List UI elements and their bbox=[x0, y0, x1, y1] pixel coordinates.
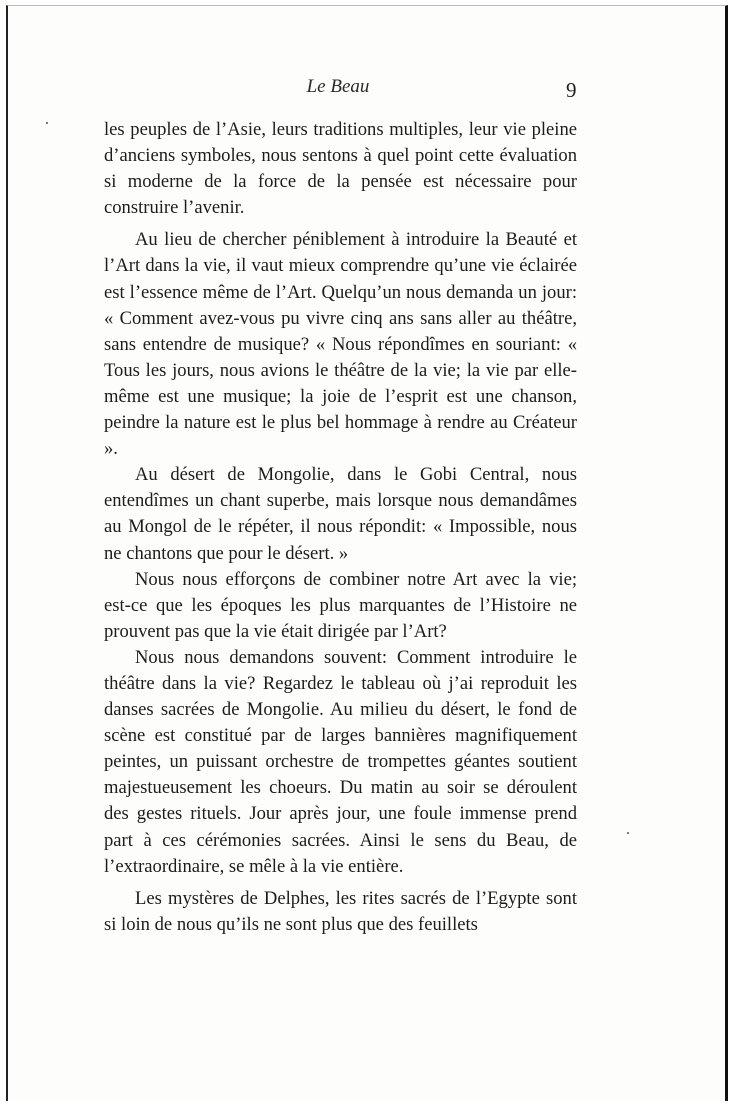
running-title: Le Beau bbox=[306, 76, 370, 97]
body-text bbox=[104, 117, 577, 938]
scan-speck bbox=[627, 832, 629, 834]
paragraph: Les mystères de Delphes, les rites sacrés de l’Egypte sont si loin de nous qu’ils ne sont plus que des feuillets bbox=[104, 887, 577, 935]
paragraph: Au désert de Mongolie, dans le Gobi Central, nous entendîmes un chant superbe, mais lorsque nous demandâmes au Mongol de le répéter, il nous répondit: « Impossible, nous ne chantons que pour le désert. » bbox=[104, 464, 577, 564]
paragraph: Nous nous demandons souvent: Comment introduire le théâtre dans la vie? Regardez le tableau où j’ai reproduit les danses sacrées de Mongolie. Au milieu du désert, le fond de scène est constitué par de larges bannières magnifiquement peintes, un puissant orchestre de trompettes géantes soutient majestueusement les choeurs. Du matin au soir se déroulent des gestes rituels. Jour après jour, une foule immense prend part à ces cérémonies sacrées. Ainsi le sens du Beau, de l’extraordinaire, se mêle à la vie entière. bbox=[104, 646, 577, 877]
page-number: 9 bbox=[566, 78, 577, 102]
page-header bbox=[0, 74, 738, 106]
scan-speck bbox=[46, 122, 48, 124]
paragraph: Nous nous efforçons de combiner notre Art avec la vie; est-ce que les époques les plus marquantes de l’Histoire ne prouvent pas que la vie était dirigée par l’Art? bbox=[104, 568, 577, 642]
paragraph: les peuples de l’Asie, leurs traditions multiples, leur vie pleine d’anciens symboles, nous sentons à quel point cette évaluation si moderne de la force de la pensée est nécessaire pour construire l’avenir. bbox=[104, 119, 577, 219]
paragraph: Au lieu de chercher péniblement à introduire la Beauté et l’Art dans la vie, il vaut mieux comprendre qu’une vie éclairée est l’essence même de l’Art. Quelqu’un nous demanda un jour: « Comment avez-vous pu vivre cinq ans sans aller au théâtre, sans entendre de musique? « Nous répondîmes en souriant: « Tous les jours, nous avions le théâtre de la vie; la vie par elle-même est une musique; la joie de l’esprit est une chanson, peindre la nature est le plus bel hommage à rendre au Créateur ». bbox=[104, 229, 577, 460]
